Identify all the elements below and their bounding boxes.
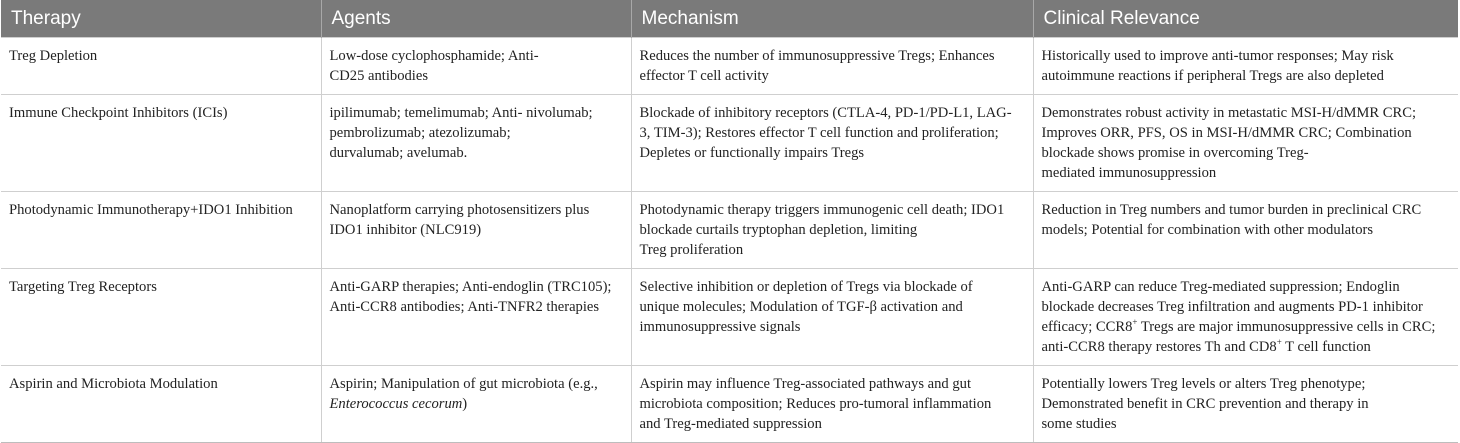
cell-clinical-relevance: Potentially lowers Treg levels or alters Treg phenotype; Demonstrated benefit in CRC prevention and therapy in some studies <box>1033 366 1458 443</box>
cell-therapy: Immune Checkpoint Inhibitors (ICIs) <box>1 95 321 192</box>
clinical-line-3b: Tregs are major immunosuppressive cells in CRC; <box>1137 319 1436 335</box>
cell-mechanism: Photodynamic therapy triggers immunogenic cell death; IDO1 blockade curtails tryptophan depletion, limiting Treg proliferation <box>631 192 1033 269</box>
cell-clinical-relevance <box>1033 269 1458 366</box>
cell-therapy: Aspirin and Microbiota Modulation <box>1 366 321 443</box>
header-mechanism: Mechanism <box>631 0 1033 38</box>
therapy-table <box>1 0 1458 443</box>
clinical-line-4a: anti-CCR8 therapy restores Th and CD8 <box>1041 339 1277 355</box>
table-row <box>1 192 1458 269</box>
clinical-line-1: Anti-GARP can reduce Treg-mediated suppression; Endoglin <box>1041 279 1400 295</box>
cell-therapy: Treg Depletion <box>1 38 321 95</box>
clinical-line-3a: efficacy; CCR8 <box>1041 319 1133 335</box>
table-row <box>1 38 1458 95</box>
superscript-plus: + <box>1276 337 1282 348</box>
cell-agents <box>321 366 631 443</box>
cell-agents: ipilimumab; temelimumab; Anti- nivolumab; pembrolizumab; atezolizumab; durvalumab; avelumab. <box>321 95 631 192</box>
cell-clinical-relevance: Demonstrates robust activity in metastatic MSI-H/dMMR CRC; Improves ORR, PFS, OS in MSI-H/dMMR CRC; Combination blockade shows promise in overcoming Treg- mediated immunosuppression <box>1033 95 1458 192</box>
header-row <box>1 0 1458 38</box>
cell-mechanism: Selective inhibition or depletion of Tregs via blockade of unique molecules; Modulation of TGF-β activation and immunosuppressive signals <box>631 269 1033 366</box>
cell-agents: Nanoplatform carrying photosensitizers plus IDO1 inhibitor (NLC919) <box>321 192 631 269</box>
agents-tail: ) <box>462 396 468 412</box>
cell-agents: Low-dose cyclophosphamide; Anti- CD25 antibodies <box>321 38 631 95</box>
table-header <box>1 0 1458 38</box>
cell-mechanism: Reduces the number of immunosuppressive Tregs; Enhances effector T cell activity <box>631 38 1033 95</box>
table-row <box>1 269 1458 366</box>
header-therapy: Therapy <box>1 0 321 38</box>
cell-therapy: Targeting Treg Receptors <box>1 269 321 366</box>
header-clinical-relevance: Clinical Relevance <box>1033 0 1458 38</box>
cell-mechanism: Blockade of inhibitory receptors (CTLA-4, PD-1/PD-L1, LAG- 3, TIM-3); Restores effector T cell function and proliferation; Depletes or functionally impairs Tregs <box>631 95 1033 192</box>
table-body <box>1 38 1458 443</box>
agents-species: Enterococcus cecorum <box>329 396 463 412</box>
agents-line-1: Aspirin; Manipulation of gut microbiota (e.g., <box>329 376 598 392</box>
clinical-line-2: blockade decreases Treg infiltration and augments PD-1 inhibitor <box>1041 299 1423 315</box>
superscript-plus: + <box>1132 317 1138 328</box>
table-row <box>1 366 1458 443</box>
cell-therapy: Photodynamic Immunotherapy+IDO1 Inhibition <box>1 192 321 269</box>
cell-clinical-relevance: Reduction in Treg numbers and tumor burden in preclinical CRC models; Potential for combination with other modulators <box>1033 192 1458 269</box>
table-row <box>1 95 1458 192</box>
cell-agents: Anti-GARP therapies; Anti-endoglin (TRC105); Anti-CCR8 antibodies; Anti-TNFR2 therapies <box>321 269 631 366</box>
cell-clinical-relevance: Historically used to improve anti-tumor responses; May risk autoimmune reactions if peripheral Tregs are also depleted <box>1033 38 1458 95</box>
cell-mechanism: Aspirin may influence Treg-associated pathways and gut microbiota composition; Reduces pro-tumoral inflammation and Treg-mediated suppression <box>631 366 1033 443</box>
clinical-line-4b: T cell function <box>1281 339 1371 355</box>
header-agents: Agents <box>321 0 631 38</box>
